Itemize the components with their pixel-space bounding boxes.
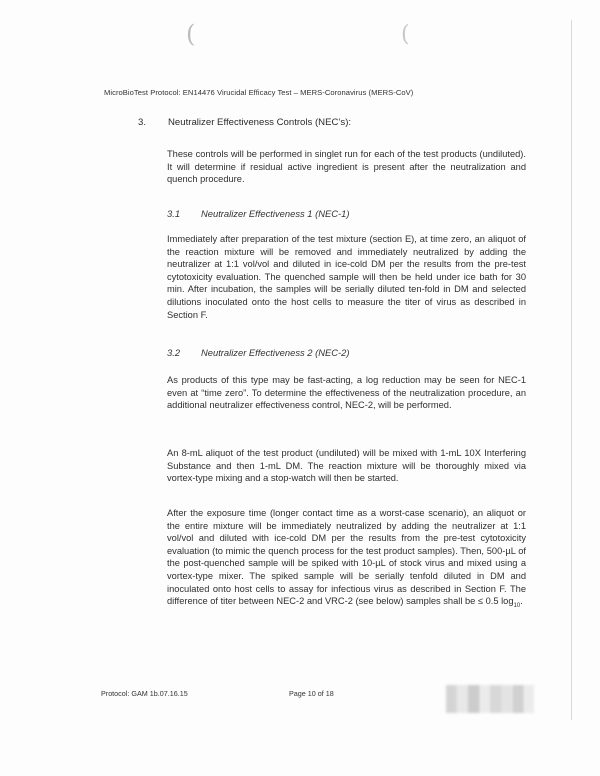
footer-page-number: Page 10 of 18 <box>289 689 334 698</box>
log-subscript: 10 <box>513 603 521 610</box>
section-intro: These controls will be performed in singlet run for each of the test products (undiluted). It will determine if residual active ingredient is present after the neutralization and quench procedure. <box>167 149 526 185</box>
page-header: MicroBioTest Protocol: EN14476 Virucidal Efficacy Test – MERS-Coronavirus (MERS-CoV) <box>104 88 414 97</box>
section-number: 3. <box>138 117 147 128</box>
subsection-title: Neutralizer Effectiveness 1 (NEC-1) <box>201 208 350 219</box>
subsection-heading-1 <box>167 208 350 219</box>
subsection-heading-2 <box>167 347 350 358</box>
nec1-paragraph: Immediately after preparation of the test mixture (section E), at time zero, an aliquot of the reaction mixture will be removed and immediately neutralized by adding the neutralizer at 1:1 vol/vol and diluted in ice-cold DM per the results from the pre-test cytotoxicity evaluation. The quenched sample will then be held under ice bath for 30 min. After incubation, the samples will be serially diluted ten-fold in DM and selected dilutions inoculated onto the host cells to measure the titer of virus as described in Section F. <box>167 234 526 320</box>
subsection-number: 3.1 <box>167 208 181 219</box>
nec2-paragraph-3-text: After the exposure time (longer contact time as a worst-case scenario), an aliquot or the entire mixture will be immediately neutralized by adding the neutralizer at 1:1 vol/vol and diluted with ice-cold DM per the results from the pre-test cytotoxicity evaluation (to mimic the quench process for the test product samples). Then, 500-µL of the post-quenched sample will be spiked with 10-µL of stock virus and mixed using a vortex-type mixer. The spiked sample will be serially tenfold diluted in DM and inoculated onto host cells to assay for infectious virus as described in Section F. The difference of titer between NEC-2 and VRC-2 (see below) samples shall be ≤ 0.5 log <box>167 508 526 607</box>
scan-mark: ( <box>401 22 410 47</box>
page-edge-line <box>571 20 572 720</box>
scan-mark: ( <box>186 20 196 48</box>
section-title: Neutralizer Effectiveness Controls (NEC’s): <box>168 117 352 128</box>
subsection-number: 3.2 <box>167 347 181 358</box>
nec2-paragraph-3 <box>167 507 526 613</box>
nec2-paragraph-1: As products of this type may be fast-acting, a log reduction may be seen for NEC-1 even at “time zero”. To determine the effectiveness of the neutralization procedure, an additional neutralizer effectiveness control, NEC-2, will be performed. <box>167 375 526 411</box>
footer-protocol: Protocol: GAM 1b.07.16.15 <box>101 689 188 698</box>
nec2-paragraph-2: An 8-mL aliquot of the test product (undiluted) will be mixed with 1-mL 10X Interfering Substance and then 1-mL DM. The reaction mixture will be thoroughly mixed via vortex-type mixing and a stop-watch will then be started. <box>167 448 526 484</box>
redacted-signature <box>446 685 534 713</box>
subsection-title: Neutralizer Effectiveness 2 (NEC-2) <box>201 347 350 358</box>
nec2-paragraph-3-end: . <box>520 596 523 607</box>
